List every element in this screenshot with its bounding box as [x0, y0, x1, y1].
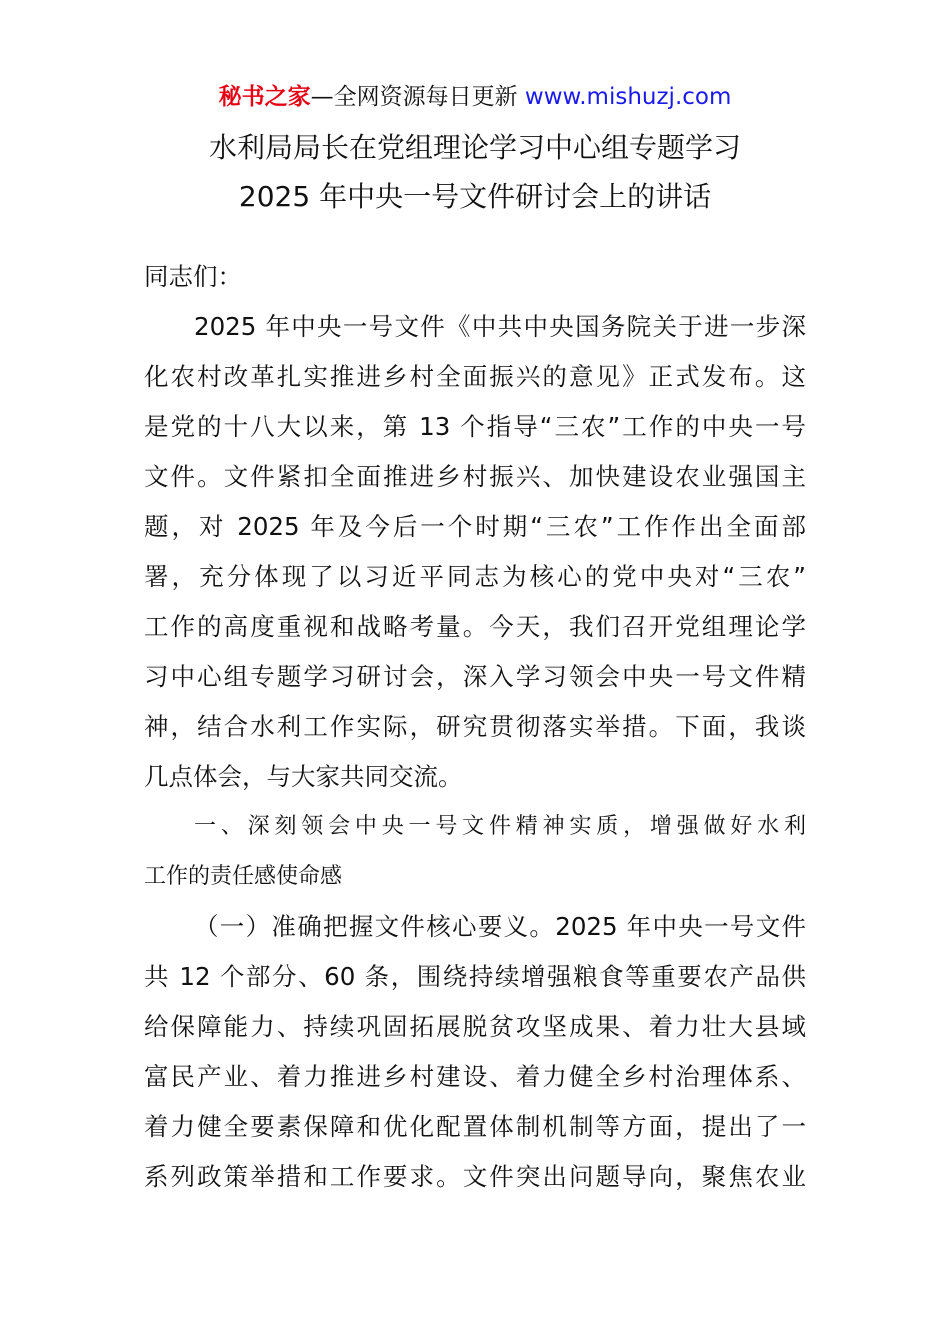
text-line: 几点体会，与大家共同交流。: [144, 762, 463, 791]
heading-line: 工作的责任感使命感: [144, 864, 343, 889]
text-line: 题，对 2025 年及今后一个时期“三农”工作作出全面部: [144, 512, 806, 541]
paragraph-section-1-1: [144, 902, 806, 1202]
document-title-line-2: 2025 年中央一号文件研讨会上的讲话: [238, 180, 712, 213]
heading-line: 一、深刻领会中央一号文件精神实质，增强做好水利: [194, 814, 806, 839]
section-1-heading: [144, 802, 806, 902]
site-url-link[interactable]: www.mishuzj.com: [524, 84, 732, 110]
text-line: 化农村改革扎实推进乡村全面振兴的意见》正式发布。这: [144, 362, 806, 391]
text-line: 系列政策举措和工作要求。文件突出问题导向，聚焦农业: [144, 1162, 806, 1191]
text-line: 富民产业、着力推进乡村建设、着力健全乡村治理体系、: [144, 1062, 806, 1091]
text-line: 共 12 个部分、60 条，围绕持续增强粮食等重要农产品供: [144, 962, 806, 991]
text-line: 工作的高度重视和战略考量。今天，我们召开党组理论学: [144, 612, 806, 641]
site-name: 秘书之家: [218, 84, 311, 110]
site-header: [0, 80, 950, 114]
site-tagline: —全网资源每日更新: [310, 84, 518, 110]
text-line: 2025 年中央一号文件《中共中央国务院关于进一步深: [194, 312, 806, 341]
text-line: 是党的十八大以来，第 13 个指导“三农”工作的中央一号: [144, 412, 806, 441]
text-line: 文件。文件紧扣全面推进乡村振兴、加快建设农业强国主: [144, 462, 806, 491]
text-line: 神，结合水利工作实际，研究贯彻落实举措。下面，我谈: [144, 712, 806, 741]
text-line: 着力健全要素保障和优化配置体制机制等方面，提出了一: [144, 1112, 806, 1141]
document-title-line-1: 水利局局长在党组理论学习中心组专题学习: [208, 131, 741, 164]
salutation: 同志们：: [144, 262, 242, 291]
text-line: （一）准确把握文件核心要义。2025 年中央一号文件: [194, 912, 806, 941]
text-line: 习中心组专题学习研讨会，深入学习领会中央一号文件精: [144, 662, 806, 691]
text-line: 给保障能力、持续巩固拓展脱贫攻坚成果、着力壮大县域: [144, 1012, 806, 1041]
text-line: 署，充分体现了以习近平同志为核心的党中央对“三农”: [144, 562, 806, 591]
document-body: [144, 252, 806, 1202]
paragraph-intro: [144, 302, 806, 802]
